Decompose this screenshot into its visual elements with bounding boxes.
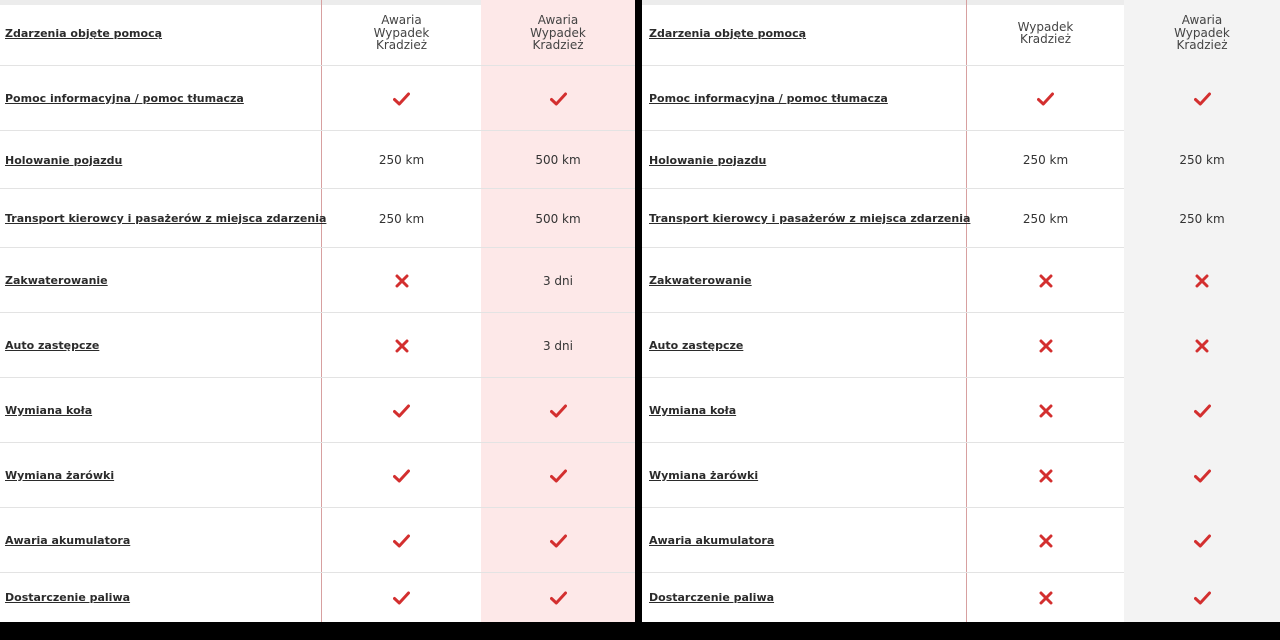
table-row: [642, 573, 1280, 622]
feature-link[interactable]: Awaria akumulatora: [5, 534, 131, 547]
table-row: [0, 66, 635, 131]
checkmark-icon: [967, 66, 1124, 131]
column-header-label[interactable]: Zdarzenia objęte pomocą: [649, 26, 807, 40]
checkmark-icon: [322, 573, 481, 622]
coverage-value: 250 km: [1179, 211, 1225, 226]
table-row: [642, 443, 1280, 508]
coverage-value: 250 km: [1022, 211, 1069, 226]
feature-link[interactable]: Transport kierowcy i pasażerów z miejsca zdarzenia: [5, 212, 327, 225]
coverage-value: 250 km: [1179, 153, 1225, 167]
table-row: [0, 508, 635, 573]
table-header-row: [0, 0, 635, 66]
coverage-value: 250 km: [1022, 153, 1069, 167]
column-header-events: Wypadek Kradzież: [1017, 19, 1074, 46]
comparison-table-right: [642, 0, 1280, 622]
table-row: [642, 189, 1280, 248]
feature-link[interactable]: Pomoc informacyjna / pomoc tłumacza: [649, 92, 888, 105]
table-row: [642, 131, 1280, 189]
table-row: [642, 313, 1280, 378]
checkmark-icon: [1124, 66, 1280, 131]
checkmark-icon: [322, 443, 481, 508]
coverage-value: 250 km: [378, 153, 425, 167]
feature-link[interactable]: Auto zastępcze: [5, 339, 100, 352]
coverage-value: 500 km: [535, 153, 581, 167]
feature-link[interactable]: Zakwaterowanie: [5, 274, 108, 287]
checkmark-icon: [481, 508, 635, 573]
feature-link[interactable]: Dostarczenie paliwa: [5, 591, 131, 604]
comparison-table-left: [0, 0, 635, 622]
feature-link[interactable]: Transport kierowcy i pasażerów z miejsca zdarzenia: [649, 212, 971, 225]
cross-icon: [967, 573, 1124, 622]
column-header-events: Awaria Wypadek Kradzież: [373, 13, 430, 53]
checkmark-icon: [481, 378, 635, 443]
feature-link[interactable]: Wymiana żarówki: [5, 469, 115, 482]
table-row: [0, 378, 635, 443]
feature-link[interactable]: Wymiana żarówki: [649, 469, 759, 482]
checkmark-icon: [322, 66, 481, 131]
table-row: [642, 248, 1280, 313]
feature-link[interactable]: Zakwaterowanie: [649, 274, 752, 287]
column-header-events: Awaria Wypadek Kradzież: [530, 13, 586, 53]
cross-icon: [967, 248, 1124, 313]
table-row: [0, 248, 635, 313]
checkmark-icon: [322, 508, 481, 573]
coverage-value: 250 km: [378, 211, 425, 226]
checkmark-icon: [1124, 508, 1280, 573]
cross-icon: [967, 313, 1124, 378]
feature-link[interactable]: Auto zastępcze: [649, 339, 744, 352]
table-row: [642, 66, 1280, 131]
checkmark-icon: [1124, 378, 1280, 443]
cross-icon: [1124, 313, 1280, 378]
checkmark-icon: [322, 378, 481, 443]
coverage-value: 500 km: [535, 211, 581, 226]
cross-icon: [967, 378, 1124, 443]
cross-icon: [967, 508, 1124, 573]
table-row: [0, 573, 635, 622]
cross-icon: [967, 443, 1124, 508]
cross-icon: [1124, 248, 1280, 313]
feature-link[interactable]: Holowanie pojazdu: [649, 153, 767, 167]
table-row: [0, 131, 635, 189]
feature-link[interactable]: Holowanie pojazdu: [5, 153, 123, 167]
column-header-label[interactable]: Zdarzenia objęte pomocą: [5, 26, 163, 40]
checkmark-icon: [481, 66, 635, 131]
feature-link[interactable]: Wymiana koła: [5, 404, 93, 417]
table-row: [642, 378, 1280, 443]
feature-link[interactable]: Awaria akumulatora: [649, 534, 775, 547]
column-header-events: Awaria Wypadek Kradzież: [1174, 13, 1230, 53]
checkmark-icon: [1124, 573, 1280, 622]
feature-link[interactable]: Pomoc informacyjna / pomoc tłumacza: [5, 92, 244, 105]
feature-link[interactable]: Dostarczenie paliwa: [649, 591, 775, 604]
feature-link[interactable]: Wymiana koła: [649, 404, 737, 417]
table-row: [0, 443, 635, 508]
checkmark-icon: [481, 443, 635, 508]
table-row: [0, 189, 635, 248]
table-row: [642, 508, 1280, 573]
table-row: [0, 313, 635, 378]
table-header-row: [642, 0, 1280, 66]
checkmark-icon: [1124, 443, 1280, 508]
coverage-value: 3 dni: [542, 338, 573, 353]
cross-icon: [322, 248, 481, 313]
checkmark-icon: [481, 573, 635, 622]
cross-icon: [322, 313, 481, 378]
coverage-value: 3 dni: [542, 273, 573, 288]
